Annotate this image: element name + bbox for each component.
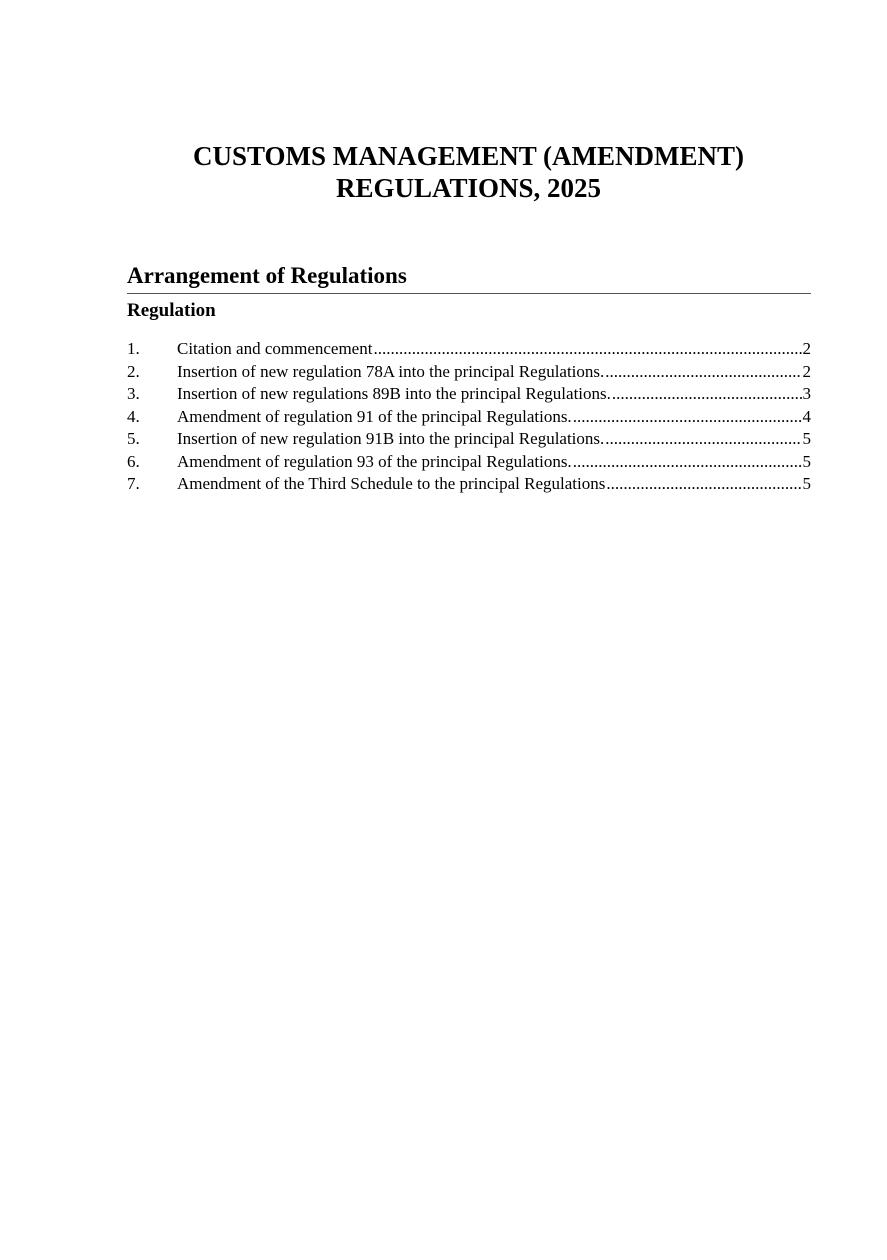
- dot-leader: [612, 383, 802, 406]
- heading-divider: [127, 293, 811, 294]
- regulation-column-heading: Regulation: [127, 300, 216, 321]
- toc-entry-label: Amendment of regulation 91 of the principal Regulations.: [177, 406, 572, 426]
- toc-entry-6[interactable]: [127, 451, 811, 474]
- toc-entry-page: 2: [802, 339, 811, 358]
- toc-entry-page: 3: [802, 384, 811, 403]
- toc-entry-number: 4.: [127, 406, 140, 426]
- dot-leader: [605, 361, 801, 384]
- toc-entry-7[interactable]: [127, 473, 811, 496]
- dot-leader: [605, 428, 801, 451]
- toc-entry-number: 6.: [127, 451, 140, 471]
- toc-entry-label: Amendment of regulation 93 of the principal Regulations.: [177, 451, 572, 471]
- toc-entry-page: 5: [802, 451, 811, 471]
- toc-entry-1[interactable]: [127, 338, 811, 361]
- toc-entry-label: Insertion of new regulation 78A into the principal Regulations.: [177, 361, 605, 381]
- toc-entry-label: Citation and commencement: [177, 339, 373, 358]
- toc-entry-page: 5: [802, 474, 811, 493]
- toc-entry-page: 4: [802, 406, 811, 426]
- toc-entry-5[interactable]: [127, 428, 811, 451]
- toc-entry-page: 5: [802, 429, 811, 448]
- page-title: [0, 140, 887, 204]
- toc-entry-label: Insertion of new regulation 91B into the principal Regulations.: [177, 429, 605, 448]
- toc-entry-number: 2.: [127, 361, 140, 381]
- table-of-contents: [127, 338, 811, 496]
- dot-leader: [573, 406, 802, 429]
- arrangement-heading: Arrangement of Regulations: [127, 263, 407, 288]
- title-line-1: CUSTOMS MANAGEMENT (AMENDMENT): [192, 141, 744, 171]
- toc-entry-number: 3.: [127, 384, 140, 403]
- toc-entry-label: Amendment of the Third Schedule to the principal Regulations: [177, 474, 606, 493]
- toc-entry-number: 1.: [127, 339, 140, 358]
- toc-entry-label: Insertion of new regulations 89B into the principal Regulations.: [177, 384, 611, 403]
- toc-entry-2[interactable]: [127, 361, 811, 384]
- dot-leader: [606, 473, 801, 496]
- toc-entry-page: 2: [802, 361, 811, 381]
- title-line-2: REGULATIONS, 2025: [335, 173, 602, 203]
- dot-leader: [373, 338, 801, 361]
- toc-entry-4[interactable]: [127, 406, 811, 429]
- toc-entry-number: 7.: [127, 474, 140, 493]
- toc-entry-3[interactable]: [127, 383, 811, 406]
- dot-leader: [573, 451, 802, 474]
- toc-entry-number: 5.: [127, 429, 140, 448]
